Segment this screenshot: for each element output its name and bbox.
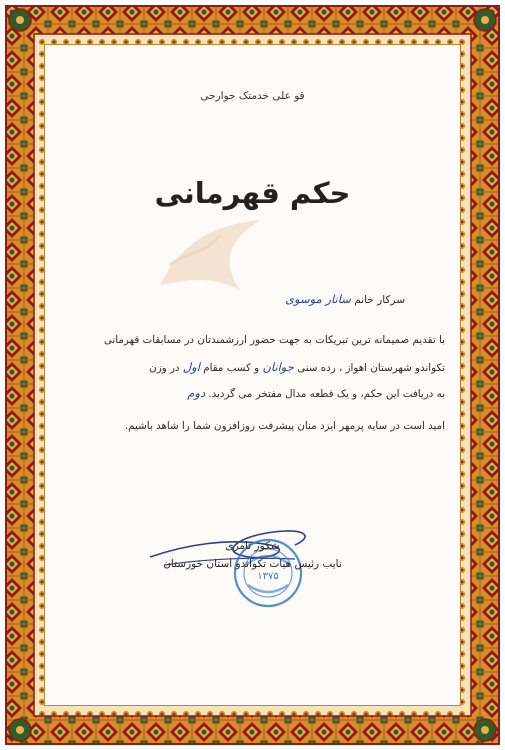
signatory-title: نایب رئیس هیات تکواندو استان خوزستان xyxy=(163,558,342,570)
age-category: جوانان xyxy=(262,360,294,374)
addressee-prefix: سرکار خانم xyxy=(354,294,405,306)
body-line-2-part2: و کسب مقام xyxy=(203,362,260,374)
certificate-title: حکم قهرمانی xyxy=(154,176,351,210)
stamp-year: ۱۳۷۵ xyxy=(257,571,279,582)
weight-value: دوم xyxy=(187,386,206,400)
body-line-1: با تقدیم صمیمانه ترین تبریکات به جهت حضور ارزشمندتان در مسابقات قهرمانی xyxy=(103,334,445,346)
body-line-3-text: به دریافت این حکم، و یک قطعه مدال مفتخر می گردید. xyxy=(208,388,445,400)
signatory-name: شکور ثامری xyxy=(225,540,280,552)
addressee-name: سانار موسوی xyxy=(285,292,351,306)
body-line-2-part1: تکواندو شهرستان اهواز ، رده سنی xyxy=(297,362,445,374)
rank-value: اول xyxy=(182,360,200,374)
body-line-3 xyxy=(45,386,445,400)
background-flourish xyxy=(150,205,270,300)
body-line-4: امید است در سایه پرمهر ایزد منان پیشرفت روزافزون شما را شاهد باشیم. xyxy=(124,420,445,432)
body-line-2-part3: در وزن xyxy=(149,362,180,374)
dedication-line: قو علی خدمتک جوارحی xyxy=(200,90,305,102)
addressee-line xyxy=(285,292,405,306)
body-line-2 xyxy=(45,360,445,374)
